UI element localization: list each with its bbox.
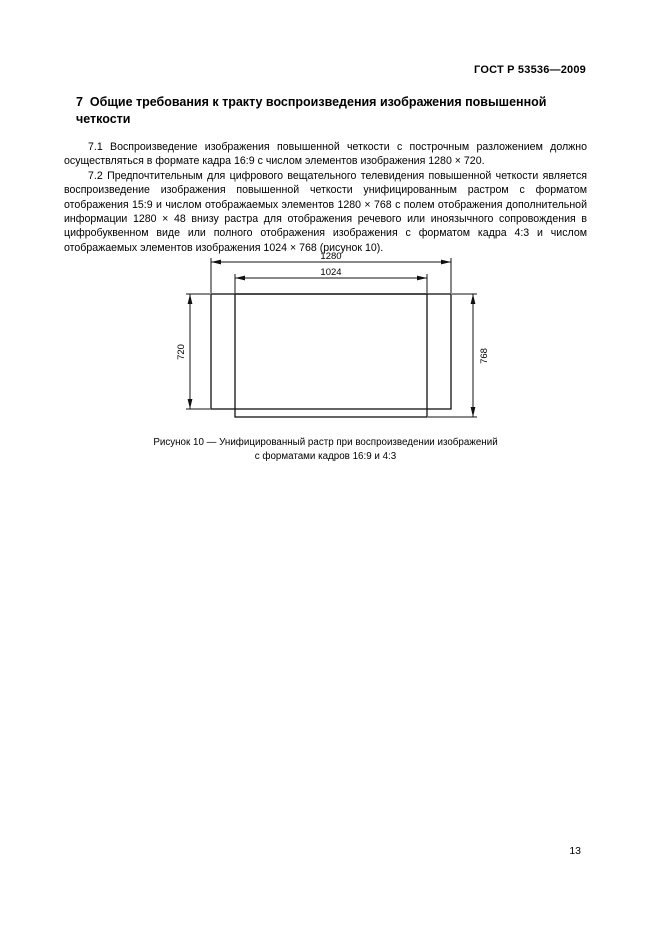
body-text (64, 140, 587, 255)
arrowhead (211, 260, 221, 265)
arrowhead (188, 294, 193, 304)
arrowhead (471, 294, 476, 304)
raster-rect-16x9 (211, 294, 451, 409)
arrowhead (471, 407, 476, 417)
paragraph-7-2: 7.2 Предпочтительным для цифрового вещательного телевидения повышенной четкости является воспроизведение изображения повышенной четкости унифицированным растром с форматом отображения 15:9 и числом отображаемых элементов 1280 × 768 с полем отображения дополнительной информации 1280 × 48 внизу растра для отображения речевого или иноязычного сопровождения в цифробуквенном виде или полного отображения изображения с форматом кадра 4:3 и числом отображаемых элементов изображения 1024 × 768 (рисунок 10). (64, 169, 587, 254)
dimension-label-inner-height: 768 (479, 348, 490, 364)
figure-10 (166, 248, 496, 433)
arrowhead (235, 276, 245, 281)
figure-caption (64, 436, 587, 463)
arrowhead (441, 260, 451, 265)
arrowhead (188, 399, 193, 409)
paragraph-7-1: 7.1 Воспроизведение изображения повышенной четкости с построчным разложением должно осуществляться в формате кадра 16:9 с числом элементов изображения 1280 × 720. (64, 141, 587, 168)
dimension-label-outer-height: 720 (176, 344, 187, 360)
raster-diagram (166, 248, 496, 433)
arrowhead (417, 276, 427, 281)
dimension-label-inner-width: 1024 (320, 267, 342, 278)
raster-rect-4x3 (235, 294, 427, 417)
section-heading: 7 Общие требования к тракту воспроизведения изображения повышенной четкости (76, 95, 547, 126)
document-header: ГОСТ Р 53536—2009 (474, 64, 586, 76)
page-number: 13 (569, 845, 581, 857)
figure-caption-line1: Рисунок 10 — Унифицированный растр при воспроизведении изображений (153, 437, 498, 448)
figure-caption-line2: с форматами кадров 16:9 и 4:3 (254, 450, 397, 462)
dimension-label-outer-width: 1280 (320, 251, 342, 262)
